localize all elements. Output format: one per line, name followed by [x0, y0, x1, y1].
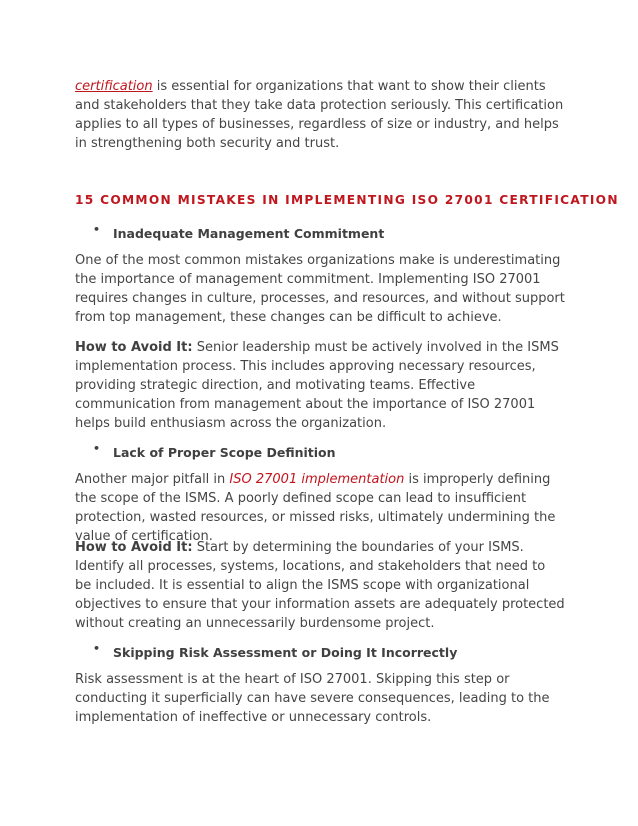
- paragraph: Risk assessment is at the heart of ISO 27001. Skipping this step or conducting it superficially can have severe consequences, leading to the implementation of ineffective or unnecessary controls.: [75, 672, 550, 725]
- paragraph: One of the most common mistakes organizations make is underestimating the importance of management commitment. Implementing ISO 27001 requires changes in culture, processes, and resources, and without support from top management, these changes can be difficult to achieve.: [75, 253, 565, 325]
- bullet-icon: •: [93, 442, 101, 455]
- avoid-text: Start by determining the boundaries of your ISMS. Identify all processes, systems, locations, and stakeholders that need to be included. It is essential to align the ISMS scope with organizational objectives to ensure that your information assets are adequately protected without creating an unnecessarily burdensome project.: [75, 540, 565, 631]
- intro-paragraph: [75, 77, 565, 153]
- bullet-icon: •: [93, 223, 101, 236]
- bullet-item-management-commitment: [93, 223, 385, 241]
- avoid-label: How to Avoid It:: [75, 540, 193, 555]
- avoid-text: Senior leadership must be actively involved in the ISMS implementation process. This includes approving necessary resources, providing strategic direction, and motivating teams. Effective communication from management about the importance of ISO 27001 helps build enthusiasm across the organization.: [75, 340, 559, 431]
- paragraph-text: is improperly defining the scope of the ISMS. A poorly defined scope can lead to insufficient protection, wasted resources, or missed risks, ultimately undermining the value of certification.: [75, 472, 556, 544]
- certification-link[interactable]: certification: [75, 79, 153, 94]
- avoid-paragraph: [75, 538, 565, 633]
- avoid-label: How to Avoid It:: [75, 340, 193, 355]
- intro-text: is essential for organizations that want to show their clients and stakeholders that they take data protection seriously. This certification applies to all types of businesses, regardless of size or industry, and helps in strengthening both security and trust.: [75, 79, 564, 151]
- bullet-item-risk-assessment: [93, 642, 458, 660]
- bullet-item-scope-definition: [93, 442, 336, 460]
- paragraph-text: Another major pitfall in: [75, 472, 230, 487]
- bullet-title: Skipping Risk Assessment or Doing It Incorrectly: [113, 645, 458, 660]
- avoid-paragraph: [75, 338, 565, 433]
- iso-implementation-link[interactable]: ISO 27001 implementation: [229, 472, 405, 487]
- bullet-title: Lack of Proper Scope Definition: [113, 445, 336, 460]
- paragraph: [75, 470, 565, 546]
- bullet-icon: •: [93, 642, 101, 655]
- section-heading: 15 COMMON MISTAKES IN IMPLEMENTING ISO 27001 CERTIFICATION: [75, 193, 619, 207]
- bullet-title: Inadequate Management Commitment: [113, 226, 385, 241]
